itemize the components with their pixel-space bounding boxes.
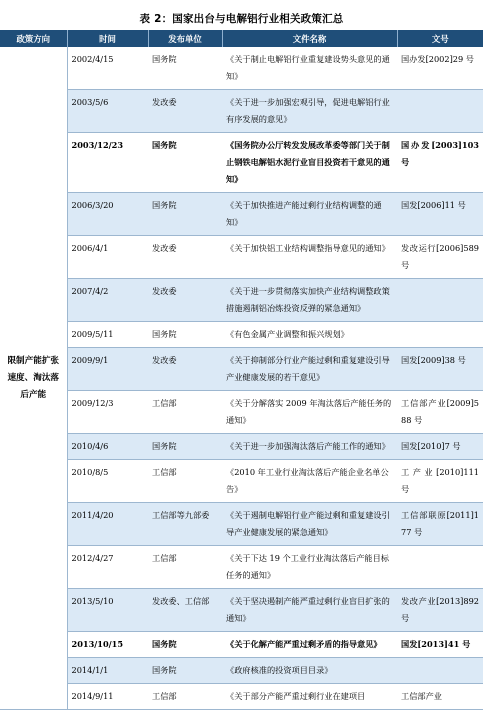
policy-table (0, 30, 483, 710)
cell-issuer: 发改委、工信部 (148, 589, 222, 632)
cell-date: 2009/5/11 (67, 322, 148, 348)
table-row (0, 348, 483, 391)
cell-issuer: 工信部 (148, 684, 222, 710)
table-row (0, 391, 483, 434)
table-row (0, 632, 483, 658)
cell-document-name: 《关于部分产能严重过剩行业在建项目 (222, 684, 397, 710)
cell-issuer: 国务院 (148, 434, 222, 460)
cell-date: 2007/4/2 (67, 279, 148, 322)
cell-document-name: 《关于制止电解铝行业重复建设势头意见的通知》 (222, 47, 397, 90)
cell-issuer: 国务院 (148, 133, 222, 193)
cell-document-number (397, 322, 483, 348)
cell-document-name: 《关于抑制部分行业产能过剩和重复建设引导产业健康发展的若干意见》 (222, 348, 397, 391)
cell-document-name: 《关于进一步加强宏观引导，促进电解铝行业有序发展的意见》 (222, 90, 397, 133)
cell-date: 2013/5/10 (67, 589, 148, 632)
cell-document-name: 《政府核准的投资项目目录》 (222, 658, 397, 684)
cell-document-number: 发改运行[2006]589 号 (397, 236, 483, 279)
cell-issuer: 发改委 (148, 348, 222, 391)
cell-date: 2013/10/15 (67, 632, 148, 658)
header-issuer: 发布单位 (148, 30, 222, 47)
cell-date: 2006/4/1 (67, 236, 148, 279)
table-row (0, 434, 483, 460)
cell-issuer: 发改委 (148, 279, 222, 322)
cell-issuer: 国务院 (148, 193, 222, 236)
header-document-name: 文件名称 (222, 30, 397, 47)
policy-direction-cell: 限制产能扩张速度、淘汰落后产能 (0, 47, 67, 710)
cell-issuer: 国务院 (148, 658, 222, 684)
cell-document-number: 工信部产业[2009]588 号 (397, 391, 483, 434)
cell-document-number: 国发[2006]11 号 (397, 193, 483, 236)
cell-document-number: 国发[2010]7 号 (397, 434, 483, 460)
table-row (0, 279, 483, 322)
cell-document-number: 国办发[2003]103 号 (397, 133, 483, 193)
table-row (0, 47, 483, 90)
cell-date: 2003/5/6 (67, 90, 148, 133)
cell-document-name: 《关于进一步加强淘汰落后产能工作的通知》 (222, 434, 397, 460)
cell-document-number: 工信部产业 (397, 684, 483, 710)
table-row (0, 684, 483, 710)
cell-date: 2002/4/15 (67, 47, 148, 90)
table-row (0, 503, 483, 546)
header-policy-direction: 政策方向 (0, 30, 67, 47)
cell-document-number: 发改产业[2013]892 号 (397, 589, 483, 632)
cell-issuer: 发改委 (148, 90, 222, 133)
cell-issuer: 工信部等九部委 (148, 503, 222, 546)
cell-document-number: 工信部联原[2011]177 号 (397, 503, 483, 546)
cell-date: 2014/1/1 (67, 658, 148, 684)
cell-issuer: 发改委 (148, 236, 222, 279)
cell-document-name: 《关于进一步贯彻落实加快产业结构调整政策措施遏制铝冶炼投资反弹的紧急通知》 (222, 279, 397, 322)
cell-document-number (397, 90, 483, 133)
table-row (0, 193, 483, 236)
cell-issuer: 国务院 (148, 322, 222, 348)
cell-issuer: 国务院 (148, 632, 222, 658)
cell-document-number: 国办发[2002]29 号 (397, 47, 483, 90)
table-row (0, 460, 483, 503)
cell-issuer: 国务院 (148, 47, 222, 90)
cell-document-name: 《关于分解落实 2009 年淘汰落后产能任务的通知》 (222, 391, 397, 434)
cell-document-number (397, 658, 483, 684)
table-body (0, 47, 483, 710)
table-title: 表 2：国家出台与电解铝行业相关政策汇总 (139, 13, 344, 25)
cell-document-name: 《2010 年工业行业淘汰落后产能企业名单公告》 (222, 460, 397, 503)
cell-document-number: 国发[2009]38 号 (397, 348, 483, 391)
cell-date: 2006/3/20 (67, 193, 148, 236)
cell-document-number: 工产业[2010]111 号 (397, 460, 483, 503)
table-row (0, 133, 483, 193)
cell-date: 2010/8/5 (67, 460, 148, 503)
cell-document-name: 《关于化解产能严重过剩矛盾的指导意见》 (222, 632, 397, 658)
cell-date: 2003/12/23 (67, 133, 148, 193)
cell-document-number: 国发[2013]41 号 (397, 632, 483, 658)
cell-document-name: 《关于坚决遏制产能严重过剩行业盲目扩张的通知》 (222, 589, 397, 632)
cell-document-name: 《关于下达 19 个工业行业淘汰落后产能目标任务的通知》 (222, 546, 397, 589)
table-row (0, 658, 483, 684)
header-date: 时间 (67, 30, 148, 47)
cell-document-name: 《国务院办公厅转发发展改革委等部门关于制止钢铁电解铝水泥行业盲目投资若干意见的通知》 (222, 133, 397, 193)
cell-document-name: 《关于遏制电解铝行业产能过剩和重复建设引导产业健康发展的紧急通知》 (222, 503, 397, 546)
table-row (0, 236, 483, 279)
table-row (0, 589, 483, 632)
cell-date: 2009/12/3 (67, 391, 148, 434)
cell-document-name: 《关于加快推进产能过剩行业结构调整的通知》 (222, 193, 397, 236)
cell-date: 2012/4/27 (67, 546, 148, 589)
cell-document-number (397, 546, 483, 589)
cell-date: 2009/9/1 (67, 348, 148, 391)
table-row (0, 546, 483, 589)
cell-document-name: 《有色金属产业调整和振兴规划》 (222, 322, 397, 348)
table-header-row (0, 30, 483, 47)
table-row (0, 90, 483, 133)
cell-document-name: 《关于加快铝工业结构调整指导意见的通知》 (222, 236, 397, 279)
cell-issuer: 工信部 (148, 460, 222, 503)
cell-document-number (397, 279, 483, 322)
cell-date: 2014/9/11 (67, 684, 148, 710)
table-row (0, 322, 483, 348)
cell-issuer: 工信部 (148, 391, 222, 434)
cell-date: 2011/4/20 (67, 503, 148, 546)
cell-date: 2010/4/6 (67, 434, 148, 460)
cell-issuer: 工信部 (148, 546, 222, 589)
header-document-number: 文号 (397, 30, 483, 47)
